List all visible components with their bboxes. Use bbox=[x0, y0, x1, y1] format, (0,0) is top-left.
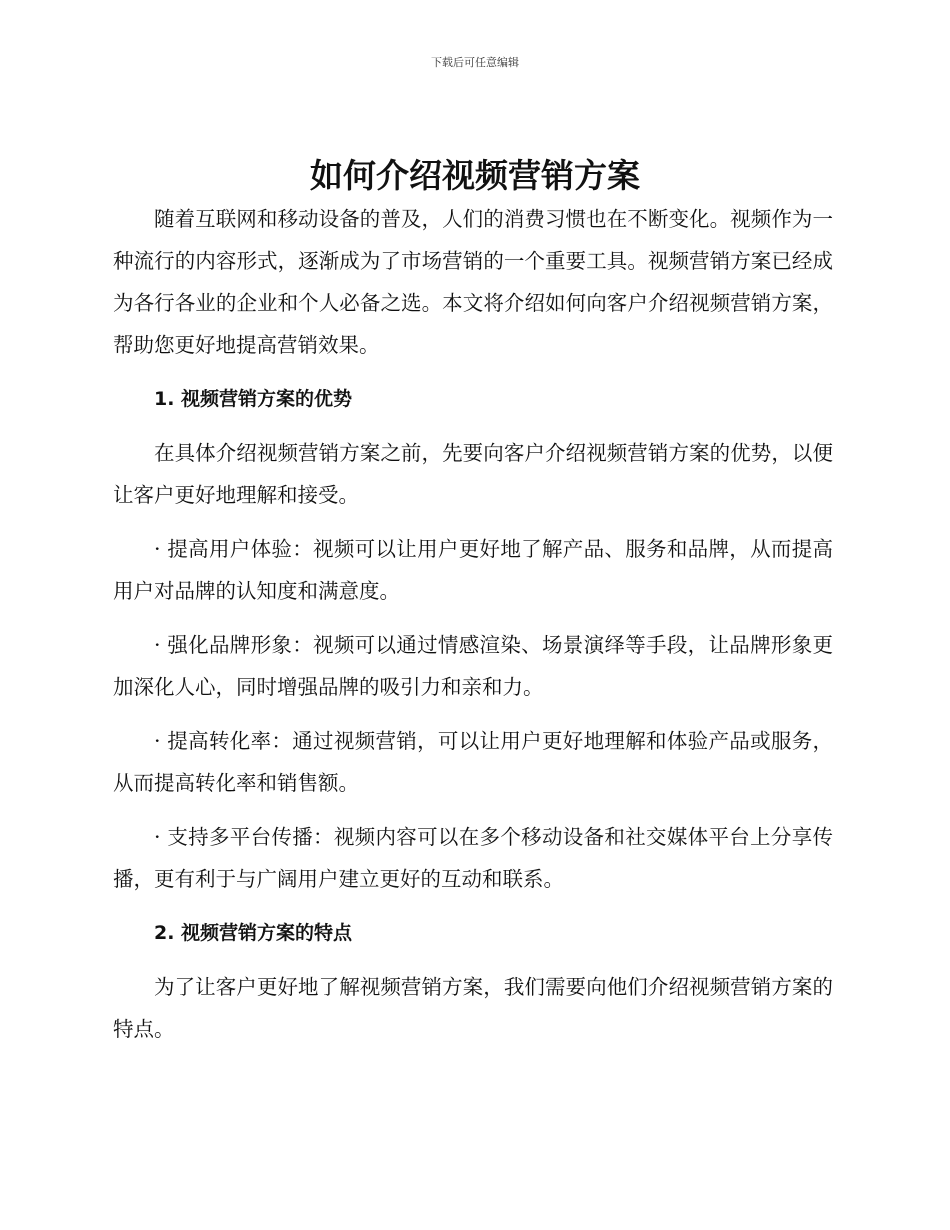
document-title: 如何介绍视频营销方案 bbox=[310, 156, 640, 195]
section-1-heading: 1. 视频营销方案的优势 bbox=[154, 388, 353, 410]
section-1-lead: 在具体介绍视频营销方案之前，先要向客户介绍视频营销方案的优势，以便让客户更好地理解和接受。 bbox=[113, 441, 833, 507]
header-note: 下载后可任意编辑 bbox=[431, 56, 519, 69]
section-2-lead: 为了让客户更好地了解视频营销方案，我们需要向他们介绍视频营销方案的特点。 bbox=[113, 975, 833, 1041]
intro-paragraph: 随着互联网和移动设备的普及，人们的消费习惯也在不断变化。视频作为一种流行的内容形式，逐渐成为了市场营销的一个重要工具。视频营销方案已经成为各行各业的企业和个人必备之选。本文将介绍如何向客户介绍视频营销方案，帮助您更好地提高营销效果。 bbox=[113, 207, 833, 357]
bullet-item: · 提高用户体验：视频可以让用户更好地了解产品、服务和品牌，从而提高用户对品牌的认知度和满意度。 bbox=[113, 537, 833, 603]
section-2-heading: 2. 视频营销方案的特点 bbox=[154, 922, 353, 944]
bullet-item: · 提高转化率：通过视频营销，可以让用户更好地理解和体验产品或服务，从而提高转化率和销售额。 bbox=[113, 729, 833, 795]
bullet-item: · 支持多平台传播：视频内容可以在多个移动设备和社交媒体平台上分享传播，更有利于与广阔用户建立更好的互动和联系。 bbox=[113, 825, 833, 891]
bullet-item: · 强化品牌形象：视频可以通过情感渲染、场景演绎等手段，让品牌形象更加深化人心，同时增强品牌的吸引力和亲和力。 bbox=[113, 633, 833, 699]
document-body bbox=[113, 198, 833, 1062]
